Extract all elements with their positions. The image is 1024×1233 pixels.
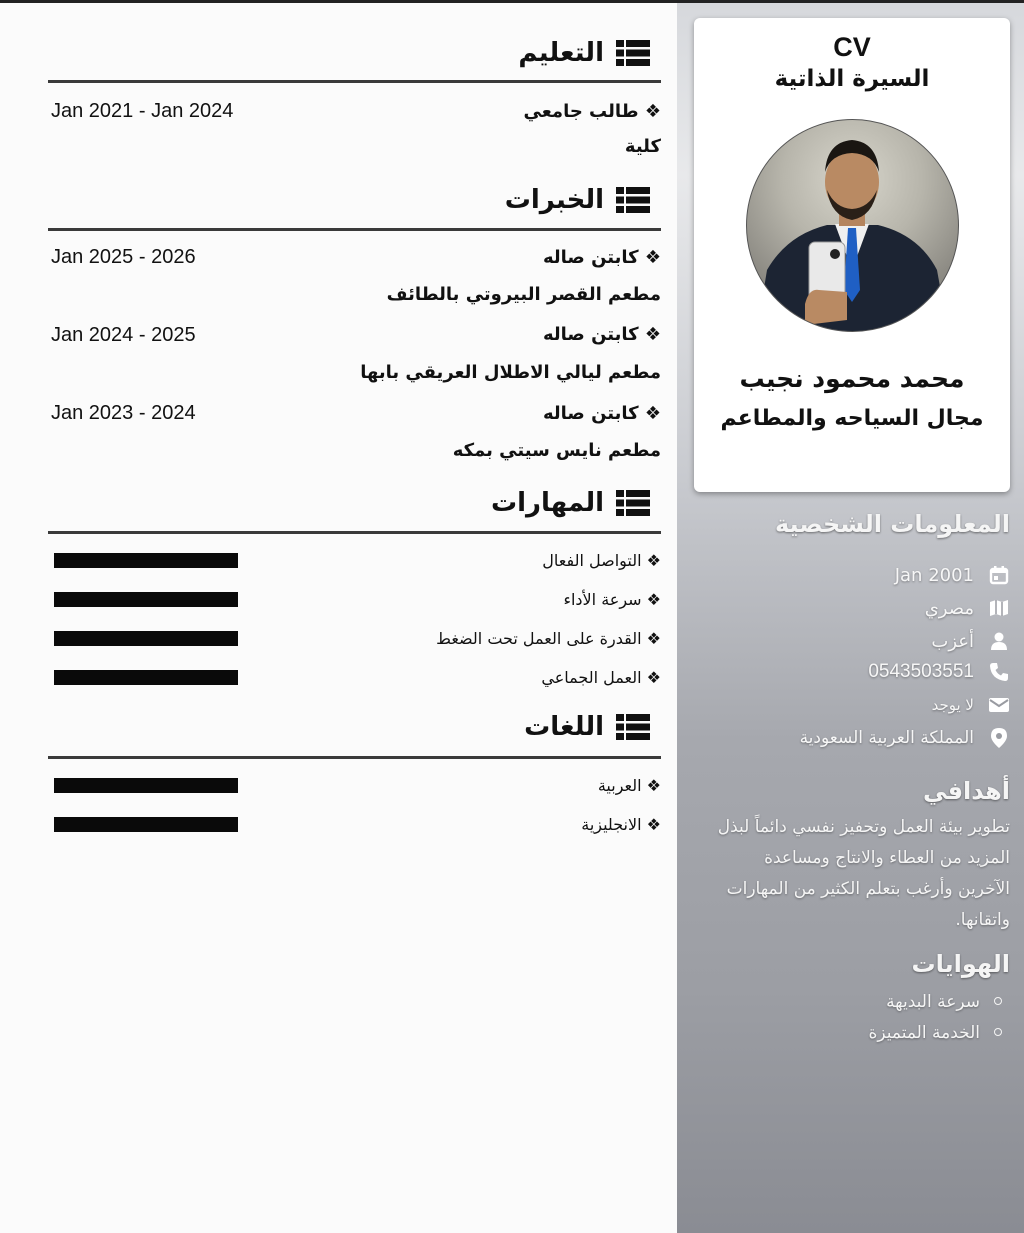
info-row-nationality [925, 594, 1010, 622]
languages-section-header [524, 712, 650, 742]
birthdate-text: Jan 2001 [894, 564, 974, 586]
skill-label: ❖ سرعة الأداء [563, 590, 661, 609]
experience-entry-subtitle: مطعم القصر البيروتي بالطائف [386, 284, 661, 305]
section-divider [48, 80, 661, 83]
hobbies-heading: الهوايات [911, 950, 1010, 978]
full-name: محمد محمود نجيب [739, 364, 965, 393]
skill-level-fill [54, 631, 238, 646]
experience-entry-date: Jan 2023 - 2024 [51, 402, 196, 424]
email-icon [988, 694, 1010, 716]
skill-label: ❖ القدرة على العمل تحت الضغط [436, 629, 661, 648]
experience-entry-title: ❖ كابتن صاله [542, 247, 661, 268]
experience-entry-title: ❖ كابتن صاله [542, 403, 661, 424]
experience-entry-subtitle: مطعم نايس سيتي بمكه [452, 440, 661, 461]
experience-section-header [505, 185, 650, 215]
phone-text[interactable]: 0543503551 [868, 661, 974, 682]
skill-label: ❖ التواصل الفعال [542, 551, 661, 570]
calendar-icon [988, 564, 1010, 586]
profile-card [694, 18, 1010, 492]
skills-section-header [491, 488, 650, 518]
info-row-marital-status [931, 627, 1010, 655]
phone-icon [988, 661, 1010, 683]
info-row-birthdate [895, 561, 1010, 589]
skill-level-bar [54, 592, 238, 607]
skills-heading: المهارات [490, 488, 604, 518]
hobby-text: سرعة البديهة [886, 992, 980, 1012]
career-field: مجال السياحه والمطاعم [720, 406, 984, 431]
skill-level-bar [54, 553, 238, 568]
language-level-bar [54, 778, 238, 793]
experience-heading: الخبرات [504, 185, 604, 215]
email-text: لا يوجد [931, 696, 974, 714]
education-section-header [518, 38, 650, 68]
info-row-phone[interactable] [868, 658, 1010, 686]
hobby-item [886, 992, 980, 1012]
language-label: ❖ العربية [597, 776, 661, 795]
education-entry-subtitle: كلية [624, 136, 661, 157]
section-divider [48, 756, 661, 759]
bullet-circle-icon [994, 997, 1002, 1005]
list-icon [616, 490, 650, 516]
skill-level-bar [54, 670, 238, 685]
cv-label: CV [833, 32, 871, 62]
language-label: ❖ الانجليزية [581, 815, 661, 834]
experience-entry-date: Jan 2025 - 2026 [51, 246, 196, 268]
skill-level-fill [54, 670, 238, 685]
personal-info-heading: المعلومات الشخصية [774, 510, 1010, 538]
language-level-fill [54, 817, 238, 832]
section-divider [48, 531, 661, 534]
list-icon [616, 40, 650, 66]
skill-level-bar [54, 631, 238, 646]
section-divider [48, 228, 661, 231]
map-icon [988, 597, 1010, 619]
location-text: المملكة العربية السعودية [799, 728, 974, 748]
experience-entry-date: Jan 2024 - 2025 [51, 324, 196, 346]
skill-level-fill [54, 553, 238, 568]
bullet-circle-icon [994, 1028, 1002, 1036]
language-level-bar [54, 817, 238, 832]
education-entry-title: ❖ طالب جامعي [523, 101, 661, 122]
list-icon [616, 187, 650, 213]
location-pin-icon [988, 727, 1010, 749]
info-row-location [800, 724, 1010, 752]
languages-heading: اللغات [524, 712, 604, 742]
hobby-item [868, 1023, 980, 1043]
cv-subtitle: السيرة الذاتية [774, 66, 930, 92]
hobby-text: الخدمة المتميزة [868, 1023, 980, 1043]
goals-text: تطوير بيئة العمل وتحفيز نفسي دائماً لبذل المزيد من العطاء والانتاج ومساعدة الآخرين وأرغب بتعلم الكثير من المهارات واتقانها. [717, 817, 1010, 930]
info-row-email [932, 691, 1010, 719]
education-heading: التعليم [518, 38, 604, 68]
education-entry-date: Jan 2021 - Jan 2024 [51, 100, 234, 122]
skill-label: ❖ العمل الجماعي [541, 668, 661, 687]
marital-status-text: أعزب [931, 630, 974, 652]
skill-level-fill [54, 592, 238, 607]
list-icon [616, 714, 650, 740]
experience-entry-subtitle: مطعم ليالي الاطلال العريقي بابها [360, 362, 661, 383]
person-icon [988, 630, 1010, 652]
goals-heading: أهدافي [923, 777, 1010, 805]
experience-entry-title: ❖ كابتن صاله [542, 324, 661, 345]
language-level-fill [54, 778, 238, 793]
nationality-text: مصري [924, 597, 974, 619]
profile-photo [746, 119, 959, 332]
